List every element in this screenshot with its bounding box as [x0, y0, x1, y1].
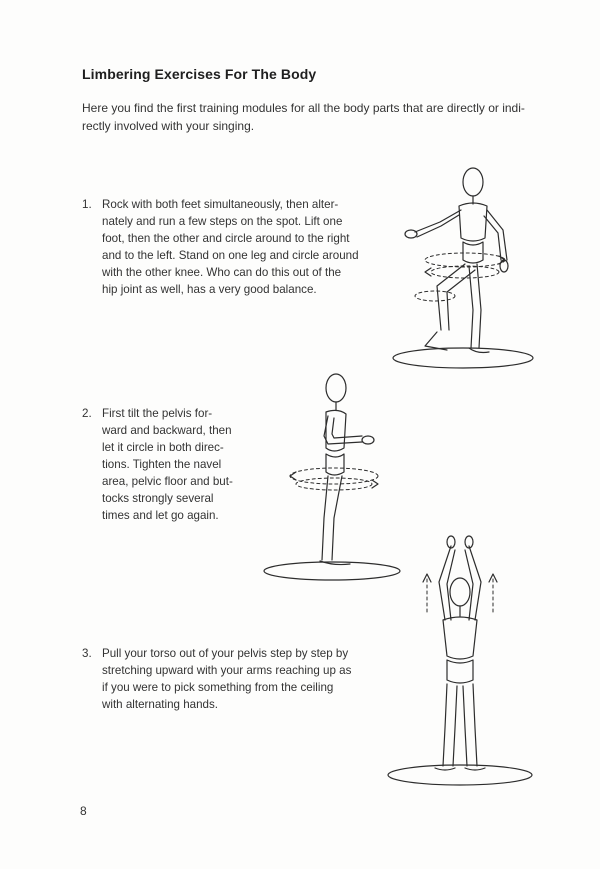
exercise-line: nately and run a few steps on the spot. Lift one [102, 215, 343, 228]
intro-line: Here you find the first training modules for all the body parts that are directly or indi- [82, 101, 525, 115]
exercise-line: foot, then the other and circle around to the right [102, 232, 350, 245]
exercise-line: area, pelvic floor and but- [102, 475, 233, 488]
exercise-number: 2. [82, 407, 92, 420]
exercise-number: 1. [82, 198, 92, 211]
intro-line: rectly involved with your singing. [82, 119, 255, 133]
exercise-line: and to the left. Stand on one leg and circle around [102, 249, 359, 262]
exercise-line: with the other knee. Who can do this out of the [102, 266, 342, 279]
exercise-line: Pull your torso out of your pelvis step by step by [102, 647, 349, 660]
mannequin-knee-circle-icon [385, 160, 545, 375]
exercise-number: 3. [82, 647, 92, 660]
section-heading: Limbering Exercises For The Body [82, 66, 317, 82]
exercise-line: if you were to pick something from the ceiling [102, 681, 334, 694]
exercise-line: with alternating hands. [102, 698, 219, 711]
page-number: 8 [80, 804, 87, 818]
exercise-text [102, 196, 362, 298]
exercise-line: First tilt the pelvis for- [102, 407, 213, 420]
exercise-line: Rock with both feet simultaneously, then alter- [102, 198, 339, 211]
exercise-line: let it circle in both direc- [102, 441, 224, 454]
intro-paragraph [82, 99, 542, 135]
exercise-line: hip joint as well, has a very good balance. [102, 283, 317, 296]
exercise-line: ward and backward, then [102, 424, 232, 437]
exercise-line: tions. Tighten the navel [102, 458, 222, 471]
exercise-text [102, 405, 238, 524]
exercise-line: tocks strongly several [102, 492, 214, 505]
exercise-text [102, 645, 362, 713]
exercise-line: times and let go again. [102, 509, 219, 522]
exercise-line: stretching upward with your arms reaching up as [102, 664, 352, 677]
mannequin-arms-up-icon [385, 532, 535, 792]
